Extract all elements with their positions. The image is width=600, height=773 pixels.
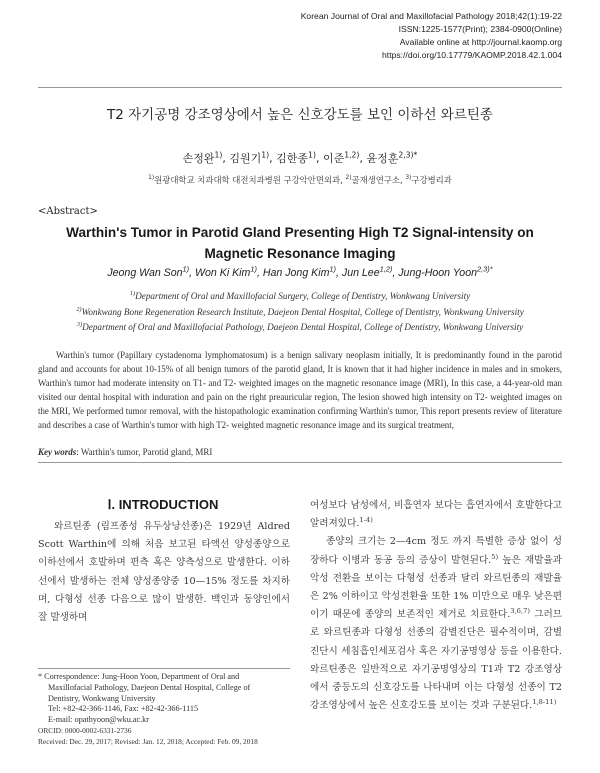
keywords-label: Key words <box>38 447 77 457</box>
citation-ref: 1-4) <box>359 516 373 525</box>
body-left-column <box>38 518 290 627</box>
korean-title: T2 자기공명 강조영상에서 높은 신호강도를 보인 이하선 와르틴종 <box>107 107 493 123</box>
citation-ref: 3,6,7) <box>510 607 530 616</box>
author: 이준 <box>322 152 345 165</box>
author: 손정완 <box>182 152 215 165</box>
english-title: Warthin's Tumor in Parotid Gland Presenting High T2 Signal-intensity on Magnetic Resonance Imaging <box>66 225 534 261</box>
author: Won Ki Kim <box>195 267 251 279</box>
korean-authors: 손정완$^{1)}$, 김원기$^{1)}$, 김한종$^{1)}$, 이준$^{1,2)}$, 윤정훈$^{2,3)*}$ <box>182 150 418 165</box>
abstract-divider <box>38 462 562 463</box>
abstract-label: <Abstract> <box>38 206 98 217</box>
author: 김한종 <box>276 152 309 165</box>
author: Han Jong Kim <box>262 267 330 279</box>
paragraph: 여성보다 남성에서, 비흡연자 보다는 흡연자에서 호발한다고 알려져있다.$^{1-4)}$ <box>310 500 562 530</box>
journal-header <box>232 10 562 62</box>
korean-affiliations: $^{1)}$원광대학교 치과대학 대전치과병원 구강악안면외과, $^{2)}$골재생연구소, $^{3)}$구강병리과 <box>148 175 452 185</box>
footnote-divider <box>38 668 290 669</box>
journal-url[interactable]: Available online at http://journal.kaomp.org <box>399 37 562 47</box>
journal-doi[interactable]: https://doi.org/10.17779/KAOMP.2018.42.1.004 <box>382 50 562 60</box>
abstract-body: Warthin's tumor (Papillary cystadenoma lymphomatosum) is a benign salivary neoplasm initially, It is predominantly found in the parotid gland and accounts for about 10-15% of all benign tumors of the parotid gland, It is known that it had higher incidence in males and in smokers, Warthin's tumor had moderate intensity on T1- and T2- weighted images on the magnetic resonance image (MRI), In this case, a 44-year-old man visited our dental hospital with induration and pain on the right preauricular region, The lesion showed high intensity on T2- weighted images on the MRI, We performed tumor removal, with the histopathologic examination confirming Warthin's tumor, This report presents review of literature and describes a case of Warthin's tumor with high T2- weighted magnetic resonance image and its surgical treatment, <box>38 350 562 431</box>
body-right-column <box>310 497 562 715</box>
received-dates: Received: Dec. 29, 2017; Revised: Jan. 12, 2018; Accepted: Feb. 09, 2018 <box>38 736 258 746</box>
orcid: ORCID: 0000-0002-6331-2736 <box>38 725 132 735</box>
citation-ref: 1,8-11) <box>532 698 557 707</box>
paragraph: 와르틴종 (림프종성 유두상낭선종)은 1929년 Aldred Scott Warthin에 의해 처음 보고된 타액선 양성종양으로 이하선에서 호발하며 편측 혹은 양측성으로 발생한다. 이하선에서 발생하는 전체 양성종양중 10—15% 정도를 차지하며, 다형성 선종 다음으로 많이 발생한. 백인과 동양인에서 잘 발생하며 <box>38 521 290 624</box>
affiliation: Department of Oral and Maxillofacial Pathology, Daejeon Dental Hospital, College of Dentistry, Wonkwang University <box>82 322 524 332</box>
keywords: Key words: Warthin's tumor, Parotid gland, MRI <box>38 447 213 457</box>
affiliation: Department of Oral and Maxillofacial Surgery, College of Dentistry, Wonkwang University <box>135 291 471 301</box>
affiliation: 구강병리과 <box>411 175 452 185</box>
journal-citation: Korean Journal of Oral and Maxillofacial Pathology 2018;42(1):19-22 <box>300 11 562 21</box>
email-link[interactable]: E-mail: opathyoon@wku.ac.kr <box>48 715 149 725</box>
paragraph: 종양의 크기는 2—4cm 정도 까지 특별한 증상 없이 성장하다 이병과 동공 등의 증상이 발현된다.$^{5)}$ 높은 재발율과 악성 전환을 보이는 다형성 선종과 달리 와르틴종의 재발율은 2% 이하이고 악성전환율 또한 1% 미만으로 매우 낮은편이기 때문에 종양의 보존적인 제거로 치료한다.$^{3,6,7)}$ 그러므로 와르틴종과 다형성 선종의 감별진단은 필수적이며, 감별진단시 세침흡인세포검사 혹은 자기공명영상 등을 이용한다. 와르틴종은 일반적으로 자기공명영상의 T1과 T2 강조영상에서 중등도의 신호강도를 나타내며 이는 다형성 선종이 T2 강조영상에서 높은 신호강도를 보이는 것과 구분된다.$^{1,8-11)}$ <box>310 536 562 712</box>
author: Jung-Hoon Yoon <box>398 267 477 279</box>
english-authors: Jeong Wan Son$^{1)}$, Won Ki Kim$^{1)}$, Han Jong Kim$^{1)}$, Jun Lee$^{1,2)}$, Jung-Hoon Yoon$^{2,3)*}$ <box>107 264 493 279</box>
header-divider <box>38 87 562 88</box>
keywords-text: Warthin's tumor, Parotid gland, MRI <box>80 447 213 457</box>
section-heading: Ⅰ. INTRODUCTION <box>107 497 219 512</box>
journal-issn: ISSN:1225-1577(Print); 2384-0900(Online) <box>398 24 562 34</box>
author: 윤정훈 <box>366 152 399 165</box>
affiliation: Wonkwang Bone Regeneration Research Institute, Daejeon Dental Hospital, College of Dentistry, Wonkwang University <box>81 306 524 317</box>
author: 김원기 <box>229 152 262 165</box>
correspondence-footnote: * Correspondence: Jung-Hoon Yoon, Department of Oral and Maxillofacial Pathology, Daejeon Dental Hospital, College of Dentistry, Wonkwang University Tel: +82-42-366-1146, Fax: +82-42-366-1115 E-mail: opathyoon@wku.ac.kr ORCID: 0000-0002-6331-2736 Received: Dec. 29, 2017; Revised: Jan. 12, 2018; Accepted: Feb. 09, 2018 <box>38 672 290 748</box>
english-affiliations: $^{1)}$Department of Oral and Maxillofacial Surgery, College of Dentistry, Wonkwang University $^{2)}$Wonkwang Bone Regeneration Research Institute, Daejeon Dental Hospital, College of Dentistry, Wonkwang University $^{3)}$Department of Oral and Maxillofacial Pathology, Daejeon Dental Hospital, College of Dentistry, Wonkwang University <box>76 289 524 332</box>
affiliation: 골재생연구소, <box>351 175 403 185</box>
citation-ref: 5) <box>491 552 499 561</box>
author: Jun Lee <box>341 267 380 279</box>
author: Jeong Wan Son <box>107 267 183 279</box>
affiliation: 원광대학교 치과대학 대전치과병원 구강악안면외과, <box>154 175 343 185</box>
